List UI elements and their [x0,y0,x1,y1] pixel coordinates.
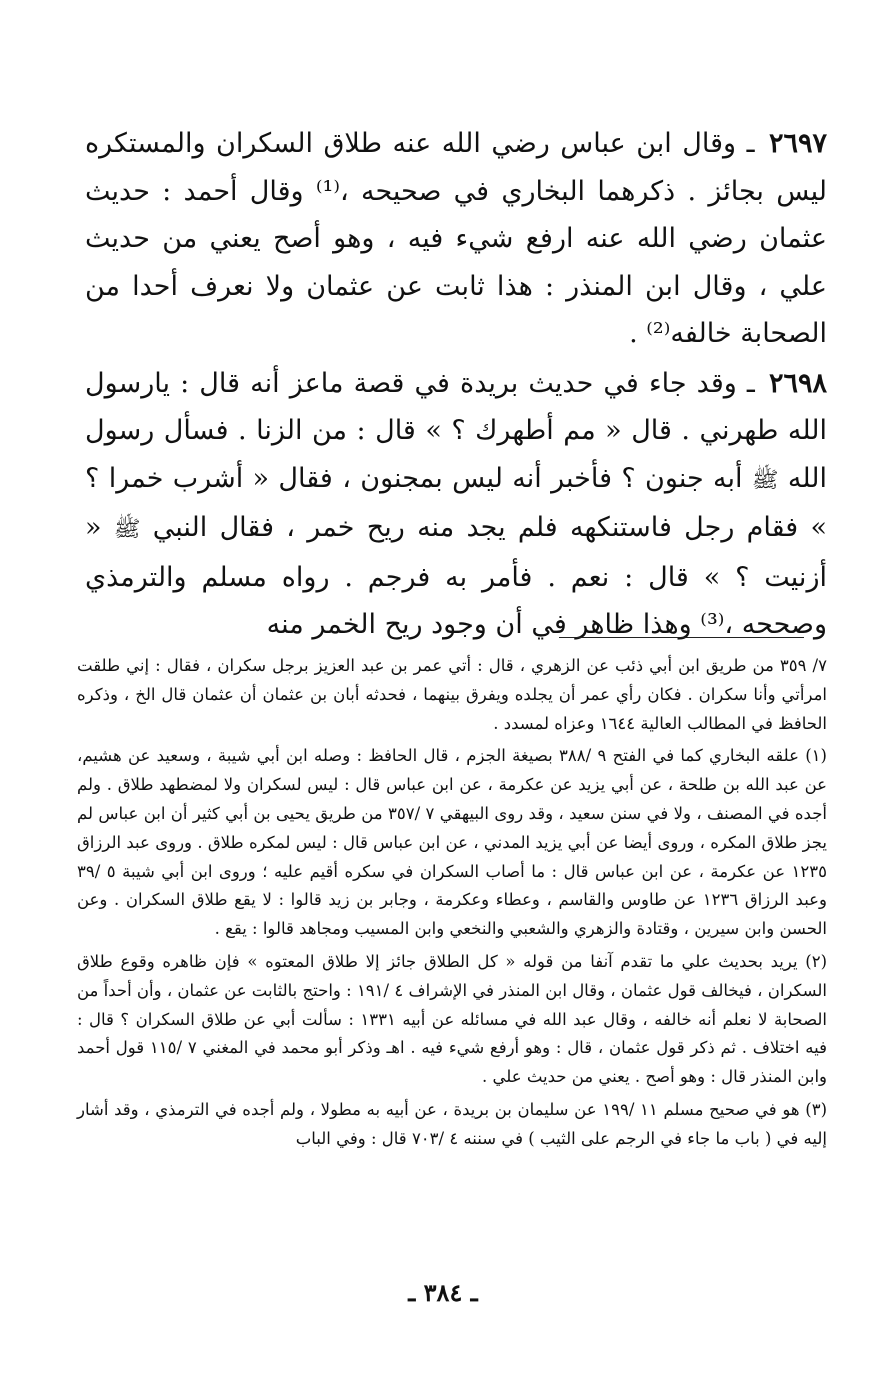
main-text [85,120,827,649]
footnote-continued: ٧/ ٣٥٩ من طريق ابن أبي ذئب عن الزهري ، قال : أتي عمر بن عبد العزيز برجل سكران ، فقال : إني طلقت امرأتي وأنا سكران . فكان رأي عمر أن يجلده ويفرق بينهما ، فحدثه أبان بن عثمان أن عثمان قال الخ ، وذكره الحافظ في المطالب العالية ١٦٤٤ وعزاه لمسدد . [77,656,827,733]
entry-2697 [85,120,827,358]
footnote-3: (٣) هو في صحيح مسلم ١١ /١٩٩ عن سليمان بن بريدة ، عن أبيه به مطولا ، ولم أجده في الترمذي ، وقد أشار إليه في ( باب ما جاء في الرجم على الثيب ) في سننه ٤ /٧٠٣ قال : وفي الباب [77,1099,827,1148]
entry-text-part: « أزنيت ؟ » قال : نعم . فأمر به فرجم . رواه مسلم والترمذي وصححه ،⁽³⁾ وهذا ظاهر في أن وجود ريح الخمر منه [85,512,827,640]
salutation-symbol: ﷺ [113,517,141,542]
footnote-separator [559,637,804,638]
entry-text-part: وقد جاء في حديث بريدة في قصة ماعز أنه قال : يارسول الله طهرني . قال « مم أطهرك ؟ » قال : من الزنا . فسأل رسول الله [85,367,828,494]
entry-number: ٢٦٩٨ [768,367,827,399]
entry-text-part: أبه جنون ؟ فأخبر أنه ليس بمجنون ، فقال « أشرب خمرا ؟ » فقام رجل فاستنكهه فلم يجد منه ريح خمر ، فقال النبي [85,462,827,543]
entry-number: ٢٦٩٧ [768,128,827,159]
salutation-symbol: ﷺ [751,467,779,493]
footnotes [77,652,827,1154]
entry-dash: ـ [746,367,755,399]
footnote-2: (٢) يريد بحديث علي ما تقدم آنفا من قوله « كل الطلاق جائز إلا طلاق المعتوه » فإن ظاهره وقوع طلاق السكران ، فيخالف قول عثمان ، وقال ابن المنذر في الإشراف ٤ /١٩١ : واحتج بالثابت عن عثمان ، وأن أحداً من الصحابة لا نعلم أنه خالفه ، وقال عبد الله في مسائله عن أبيه ١٣٣١ : سألت أبي عن طلاق السكران ؟ قال : فيه اختلاف . ثم ذكر قول عثمان ، قال : وهو أرفع شيء فيه . اهـ وذكر أبو محمد في المغني ٧ /١١٥ قول أحمد وابن المنذر قال : وهو أصح . يعني من حديث علي . [77,951,827,1087]
footnote-1: (١) علقه البخاري كما في الفتح ٩ /٣٨٨ بصيغة الجزم ، قال الحافظ : وصله ابن أبي شيبة ، وسعيد عن هشيم، عن عبد الله بن طلحة ، عن أبي يزيد عن عكرمة ، عن ابن عباس قال : ليس لسكران ولا لمضطهد طلاق . ولم أجده في المصنف ، ولا في سنن سعيد ، وقد روى البيهقي ٧ /٣٥٧ من طريق يحيى بن أبي كثير أن ابن عباس لم يجز طلاق المكره ، وروى أيضا عن أبي يزيد المدني ، عن ابن عباس قال : ليس لمكره طلاق . وروى عبد الرزاق ١٢٣٥ عن عكرمة ، عن ابن عباس قال : ما أصاب السكران في سكره أقيم عليه ؛ وروى ابن أبي شيبة ٥ /٣٩ وعبد الرزاق ١٢٣٦ عن طاوس والقاسم ، وعطاء وعكرمة ، وجابر بن زيد قالوا : لا يقع طلاق السكران . وعن الحسن وابن سيرين ، وقتادة والزهري والشعبي والنخعي وابن المسيب ومجاهد قالوا : يقع . [77,746,828,939]
entry-dash: ـ [746,128,755,159]
entry-2698 [85,360,827,649]
entry-text: وقال ابن عباس رضي الله عنه طلاق السكران والمستكره ليس بجائز . ذكرهما البخاري في صحيحه ،⁽¹⁾ وقال أحمد : حديث عثمان رضي الله عنه ارفع شيء فيه ، وهو أصح يعني من حديث علي ، وقال ابن المنذر : هذا ثابت عن عثمان ولا نعرف أحدا من الصحابة خالفه⁽²⁾ . [85,128,827,349]
page-number: ـ ٣٨٤ ـ [408,1278,478,1307]
